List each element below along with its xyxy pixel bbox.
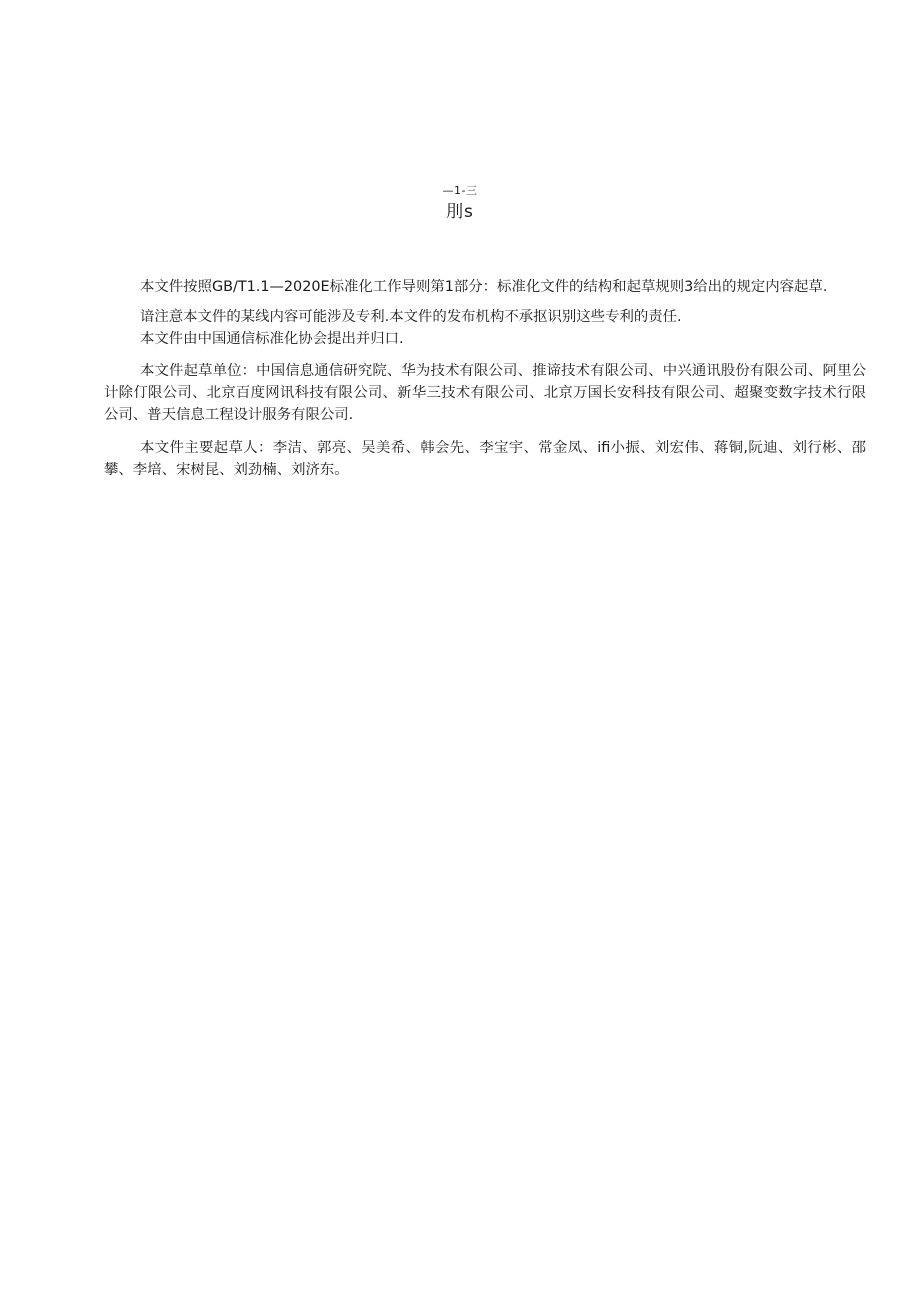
- paragraph-drafting-units: 本文件起草单位：中国信息通信研究院、华为技术有限公司、推谛技术有限公司、中兴通讯股份有限公司、阿里公计除仃限公司、北京百度网讯科技有限公司、新华三技术有限公司、北京万国长安科技有限公司、超聚变数字技术行限公司、普天信息工程设计服务有限公司.: [104, 363, 866, 423]
- paragraph-proposer: 本文件由中国通信标准化协会提出并归口.: [140, 331, 404, 347]
- body-text: [104, 276, 866, 481]
- paragraph-patent-notice: 谙注意本文件的某线内容可能涉及专利.本文件的发布机构不承抠识别这些专利的责任.: [140, 309, 682, 325]
- paragraph-drafters: 本文件主要起草人：李洁、郭亮、吴美希、韩会先、李宝宇、常金凤、ifi小振、刘宏伟、蒋铜,阮迪、刘行彬、邵攀、李培、宋树昆、刘劲楠、刘济东。: [104, 440, 866, 478]
- section-heading: 刖s: [446, 202, 474, 222]
- paragraph-drafting-rules: 本文件按照GB/T1.1—2020E标准化工作导则第1部分：标准化文件的结构和起草规则3给出的规定内容起草.: [140, 279, 828, 295]
- page-header-mark: —1-三: [442, 184, 478, 197]
